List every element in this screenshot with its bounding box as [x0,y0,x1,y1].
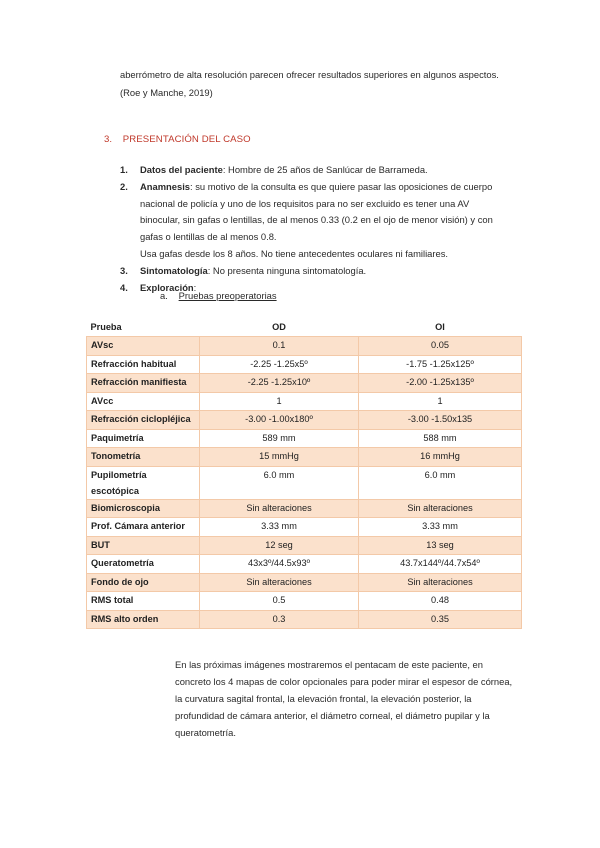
od-value: Sin alteraciones [200,573,359,592]
od-value: 15 mmHg [200,448,359,467]
row-label: Prof. Cámara anterior [87,518,200,537]
od-value: -2.25 -1.25x5º [200,355,359,374]
oi-value: 13 seg [359,536,522,555]
table-row [87,536,522,555]
list-item-text: : No presenta ninguna sintomatología. [207,264,367,276]
list-item-extra: Usa gafas desde los 8 años. No tiene antecedentes oculares ni familiares. [140,247,448,259]
table-row [87,392,522,411]
list-item-label: Anamnesis [140,180,191,192]
table-row [87,355,522,374]
preoperative-table [86,318,522,629]
table-row [87,448,522,467]
table-row [87,592,522,611]
table-row [87,610,522,629]
sub-item-title: Pruebas preoperatorias [178,290,277,301]
list-item-label: Exploración [140,281,194,293]
oi-value: 6.0 mm [359,466,522,499]
row-label: Queratometría [87,555,200,574]
row-label: AVsc [87,337,200,356]
list-item [120,263,510,280]
oi-value: 0.48 [359,592,522,611]
list-item-number: 2. [120,180,128,192]
table-row [87,374,522,393]
od-value: -2.25 -1.25x10º [200,374,359,393]
section-title: PRESENTACIÓN DEL CASO [122,134,251,145]
table-header-row [87,318,522,337]
row-label: Refracción manifiesta [87,374,200,393]
list-item-text: : Hombre de 25 años de Sanlúcar de Barrameda. [222,164,428,175]
od-value: 1 [200,392,359,411]
row-label: Fondo de ojo [87,573,200,592]
od-value: 12 seg [200,536,359,555]
od-value: 3.33 mm [200,518,359,537]
oi-value: -1.75 -1.25x125º [359,355,522,374]
table-row [87,411,522,430]
list-item-number: 4. [120,281,128,293]
oi-value: 1 [359,392,522,411]
oi-value: 0.35 [359,610,522,629]
sub-item [160,290,277,301]
oi-value: 43.7x144º/44.7x54º [359,555,522,574]
column-header-oi: OI [435,322,445,332]
column-header-od: OD [272,322,286,332]
closing-paragraph: En las próximas imágenes mostraremos el pentacam de este paciente, en concreto los 4 mapas de color opcionales para poder mirar el espesor de córnea, la curvatura sagital frontal, la elevación frontal, la elevación posterior, la profundidad de cámara anterior, el diámetro corneal, el diámetro pupilar y la queratometría. [175,659,513,738]
row-label: Refracción ciclopléjica [87,411,200,430]
list-item-number: 3. [120,264,128,276]
list-item [120,162,510,179]
list-item-label: Sintomatología [140,264,208,276]
row-label: Paquimetría [87,429,200,448]
table-row [87,337,522,356]
od-value: -3.00 -1.00x180º [200,411,359,430]
table-row [87,499,522,518]
row-label: Pupilometría escotópica [87,466,200,499]
oi-value: 3.33 mm [359,518,522,537]
sub-item-letter: a. [160,290,168,301]
table-row [87,429,522,448]
row-label: AVcc [87,392,200,411]
table-row [87,466,522,499]
table-row [87,518,522,537]
oi-value: Sin alteraciones [359,499,522,518]
oi-value: 0.05 [359,337,522,356]
od-value: 43x3º/44.5x93º [200,555,359,574]
case-list [120,162,510,296]
list-item-text: : su motivo de la consulta es que quiere pasar las oposiciones de cuerpo nacional de policía y uno de los requisitos para no ser excluido es tener una AV binocular, sin gafas o lentillas, de al menos 0.33 (0.2 en el ojo de menor visión) y con gafas o lentillas de al menos 0.8. [140,180,493,243]
list-item-number: 1. [120,164,128,175]
row-label: BUT [87,536,200,555]
row-label: RMS total [87,592,200,611]
list-item-text: : [193,281,197,293]
od-value: 0.1 [200,337,359,356]
row-label: Tonometría [87,448,200,467]
od-value: 0.5 [200,592,359,611]
od-value: Sin alteraciones [200,499,359,518]
section-heading [104,134,251,145]
row-label: Biomicroscopia [87,499,200,518]
row-label: Refracción habitual [87,355,200,374]
od-value: 6.0 mm [200,466,359,499]
oi-value: Sin alteraciones [359,573,522,592]
section-number: 3. [104,134,113,145]
od-value: 589 mm [200,429,359,448]
oi-value: 588 mm [359,429,522,448]
oi-value: -2.00 -1.25x135º [359,374,522,393]
column-header-test: Prueba [90,322,122,332]
oi-value: -3.00 -1.50x135 [359,411,522,430]
row-label: RMS alto orden [87,610,200,629]
intro-paragraph: aberrómetro de alta resolución parecen ofrecer resultados superiores en algunos aspectos. (Roe y Manche, 2019) [120,69,499,98]
table-row [87,573,522,592]
list-item [120,179,510,263]
list-item-label: Datos del paciente [140,164,223,175]
oi-value: 16 mmHg [359,448,522,467]
table-row [87,555,522,574]
od-value: 0.3 [200,610,359,629]
